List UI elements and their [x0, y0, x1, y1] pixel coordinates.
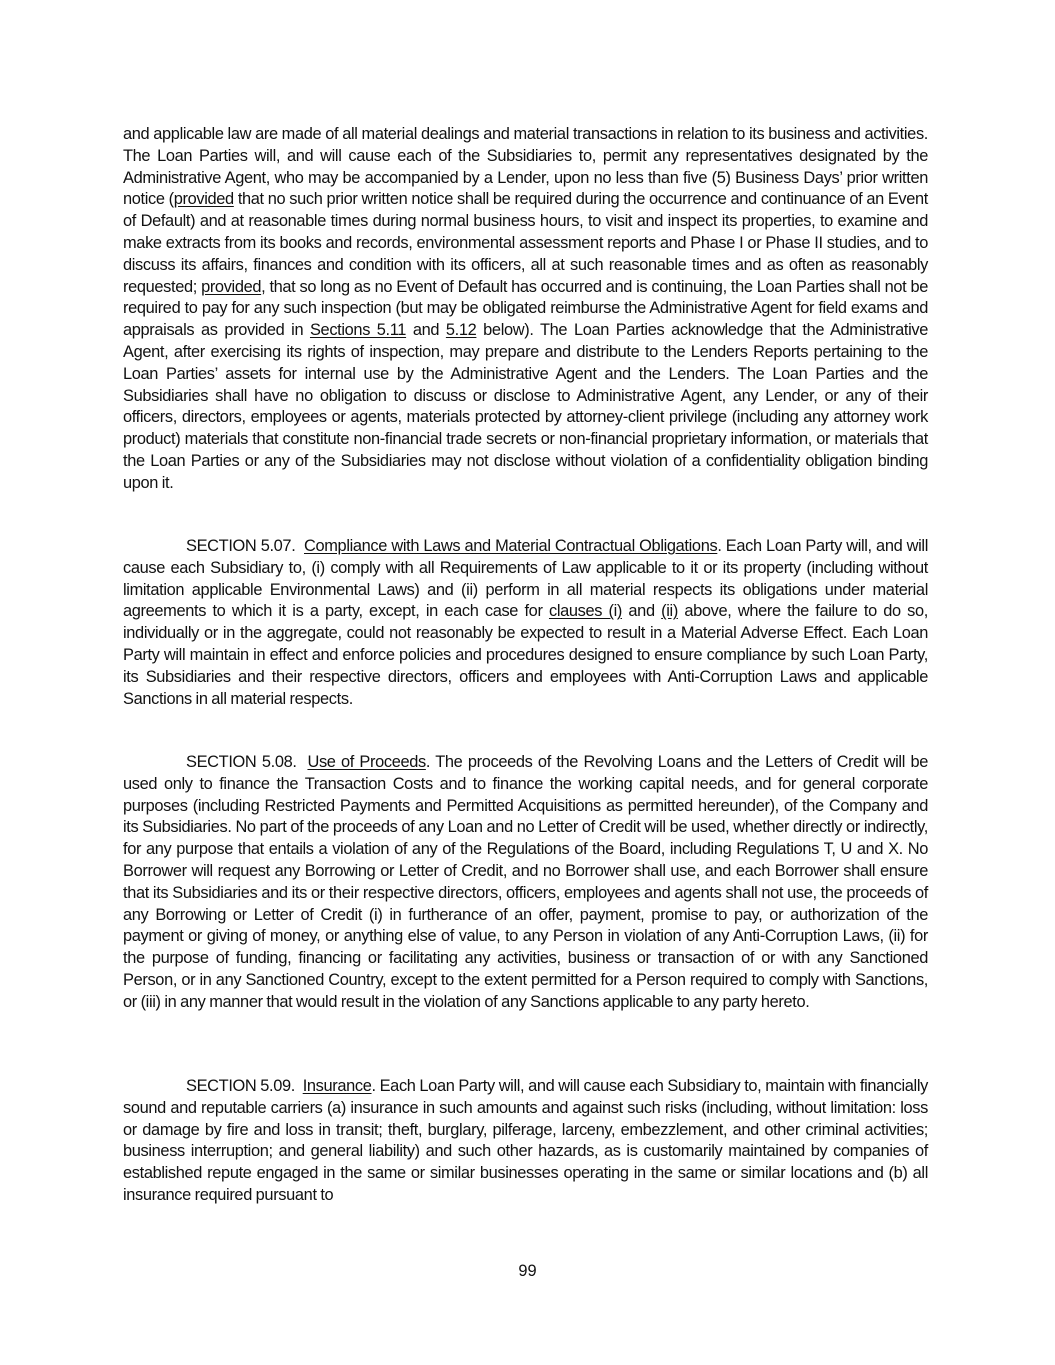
- section-heading: Compliance with Laws and Material Contractual Obligations: [304, 537, 718, 555]
- section-5-08: [123, 752, 928, 1014]
- section-reference: Sections 5.11: [309, 321, 407, 340]
- section-heading: Use of Proceeds: [307, 753, 426, 771]
- clause-reference: (ii): [661, 602, 678, 621]
- section-number: SECTION 5.09.: [186, 1077, 295, 1095]
- section-number: SECTION 5.07.: [186, 537, 296, 555]
- section-reference: 5.12: [445, 321, 477, 340]
- page-number: 99: [518, 1262, 537, 1280]
- paragraph-inspection-rights: [123, 124, 928, 495]
- provided-term: provided: [201, 277, 262, 296]
- section-paragraph: SECTION 5.07. Compliance with Laws and Material Contractual Obligations. Each Loan Party will, and will cause each Subsidiary to, (i) comply with all Requirements of Law applicable to it or its property (including without limitation applicable Environmental Laws) and (ii) perform in all material respects its obligations under material agreements to which it is a party, except, in each case for clauses (i) and (ii) above, where the failure to do so, individually or in the aggregate, could not reasonably be expected to result in a Material Adverse Effect. Each Loan Party will maintain in effect and enforce policies and procedures designed to ensure compliance by such Loan Party, its Subsidiaries and their respective directors, officers and employees with Anti-Corruption Laws and applicable Sanctions in all material respects.: [123, 537, 929, 708]
- clause-reference: clauses (i): [548, 602, 623, 621]
- section-5-09: [123, 1076, 928, 1207]
- section-number: SECTION 5.08.: [186, 753, 297, 771]
- section-5-07: [123, 536, 928, 710]
- provided-term: provided: [173, 190, 234, 209]
- section-heading: Insurance: [302, 1077, 372, 1095]
- section-paragraph: SECTION 5.09. Insurance. Each Loan Party will, and will cause each Subsidiary to, maintain with financially sound and reputable carriers (a) insurance in such amounts and against such risks (including, without limitation: loss or damage by fire and loss in transit; theft, burglary, pilferage, larceny, embezzlement, and other criminal activities; business interruption; and general liability) and such other hazards, as is customarily maintained by companies of established repute engaged in the same or similar businesses operating in the same or similar locations and (b) all insurance required pursuant to: [123, 1077, 928, 1204]
- paragraph-text: and applicable law are made of all material dealings and material transactions in relation to its business and activities. The Loan Parties will, and will cause each of the Subsidiaries to, permit any representatives designated by the Administrative Agent, who may be accompanied by a Lender, upon no less than five (5) Business Days’ prior written notice (provided that no such prior written notice shall be required during the occurrence and continuance of an Event of Default) and at reasonable times during normal business hours, to visit and inspect its properties, to examine and make extracts from its books and records, environmental assessment reports and Phase I or Phase II studies, and to discuss its affairs, finances and condition with its officers, all at such reasonable times and as often as reasonably requested; provided, that so long as no Event of Default has occurred and is continuing, the Loan Parties shall not be required to pay for any such inspection (but may be obligated reimburse the Administrative Agent for field exams and appraisals as provided in Sections 5.11 and 5.12 below). The Loan Parties acknowledge that the Administrative Agent, after exercising its rights of inspection, may prepare and distribute to the Lenders Reports pertaining to the Loan Parties’ assets for internal use by the Administrative Agent and the Lenders. The Loan Parties and the Subsidiaries shall have no obligation to discuss or disclose to Administrative Agent, any Lender, or any of their officers, directors, employees or agents, materials protected by attorney-client privilege (including any attorney work product) materials that constitute non-financial trade secrets or non-financial proprietary information, or materials that the Loan Parties or any of the Subsidiaries may not disclose without violation of a confidentiality obligation binding upon it.: [123, 125, 929, 492]
- section-paragraph: SECTION 5.08. Use of Proceeds. The proceeds of the Revolving Loans and the Letters of Credit will be used only to finance the Transaction Costs and to finance the working capital needs, and for general corporate purposes (including Restricted Payments and Permitted Acquisitions as permitted hereunder), of the Company and its Subsidiaries. No part of the proceeds of any Loan and no Letter of Credit will be used, whether directly or indirectly, for any purpose that entails a violation of any of the Regulations of the Board, including Regulations T, U and X. No Borrower will request any Borrowing or Letter of Credit, and no Borrower shall use, and each Borrower shall ensure that its Subsidiaries and its or their respective directors, officers, employees and agents shall not use, the proceeds of any Borrowing or Letter of Credit (i) in furtherance of an offer, payment, promise to pay, or authorization of the payment or giving of money, or anything else of value, to any Person in violation of any Anti-Corruption Laws, (ii) for the purpose of funding, financing or facilitating any activities, business or transaction of or with any Sanctioned Person, or in any Sanctioned Country, except to the extent permitted for a Person required to comply with Sanctions, or (iii) in any manner that would result in the violation of any Sanctions applicable to any party hereto.: [123, 753, 928, 1011]
